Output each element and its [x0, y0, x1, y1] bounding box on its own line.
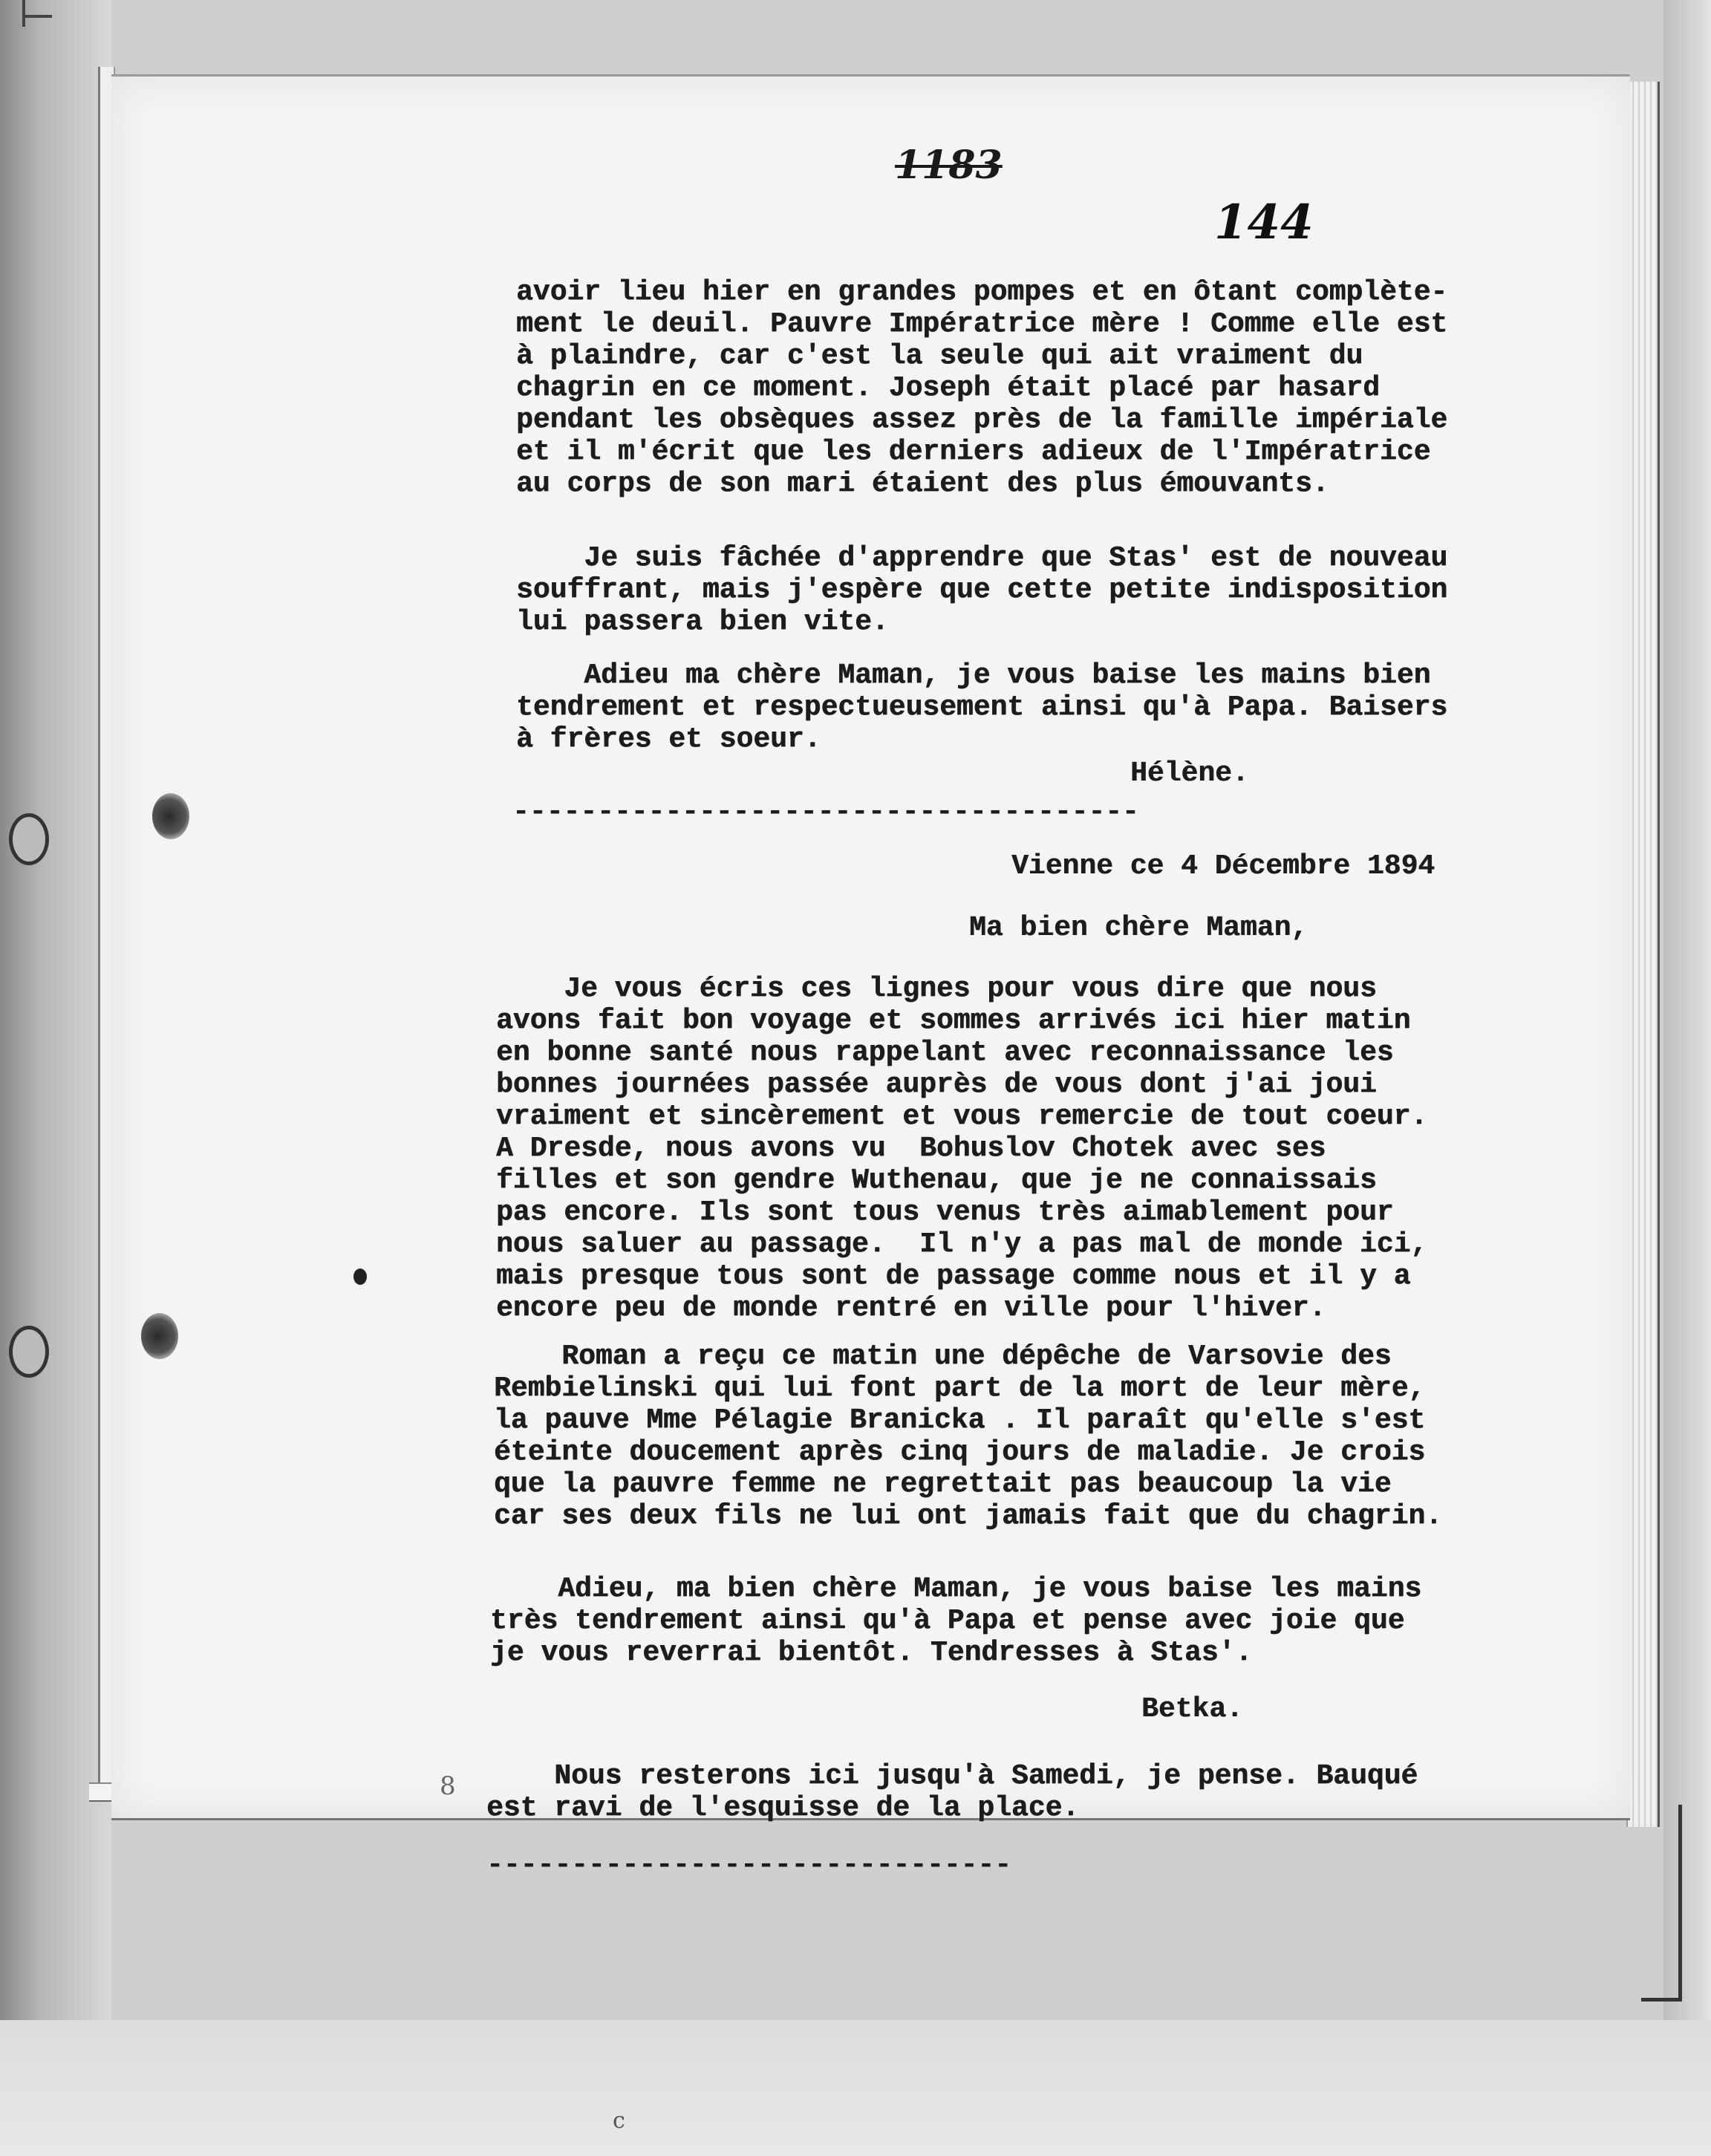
- ink-dot-icon: [353, 1268, 367, 1285]
- page-stack-edge: [1626, 82, 1660, 1827]
- letter1-separator: -------------------------------------: [512, 796, 1139, 828]
- corner-mark-icon: [22, 15, 52, 18]
- scan-backdrop-bottom: [0, 2020, 1711, 2156]
- letter2-date: Vienne ce 4 Décembre 1894: [1011, 850, 1435, 882]
- letter1-paragraph-1: avoir lieu hier en grandes pompes et en ôtant complète- ment le deuil. Pauvre Impératrice mère ! Comme elle est à plaindre, car c'est la seule qui ait vraiment du chagrin en ce moment. Joseph était placé par hasard pendant les obsèques assez près de la famille impériale et il m'écrit que les derniers adieux de l'Impératrice au corps de son mari étaient des plus émouvants.: [516, 276, 1448, 500]
- letter2-postscript: Nous resterons ici jusqu'à Samedi, je pense. Bauqué est ravi de l'esquisse de la place.: [486, 1760, 1418, 1824]
- letter1-signature: Hélène.: [1130, 758, 1249, 789]
- punch-hole-icon: [152, 793, 189, 839]
- scan-backdrop-left: [0, 0, 111, 2156]
- letter1-paragraph-2: Je suis fâchée d'apprendre que Stas' est de nouveau souffrant, mais j'espère que cette petite indisposition lui passera bien vite.: [516, 542, 1448, 638]
- folio-number: 144: [1214, 195, 1314, 250]
- letter2-paragraph-2: Roman a reçu ce matin une dépêche de Varsovie des Rembielinski qui lui font part de la mort de leur mère, la pauve Mme Pélagie Branicka . Il paraît qu'elle s'est éteinte doucement après cinq jours de maladie. Je crois que la pauvre femme ne regrettait pas beaucoup la vie car ses deux fils ne lui ont jamais fait que du chagrin.: [494, 1341, 1443, 1532]
- letter2-paragraph-1: Je vous écris ces lignes pour vous dire que nous avons fait bon voyage et sommes arrivés ici hier matin en bonne santé nous rappelant avec reconnaissance les bonnes journées passée auprès de vous dont j'ai joui vraiment et sincèrement et vous remercie de tout coeur. A Dresde, nous avons vu Bohuslov Chotek avec ses filles et son gendre Wuthenau, que je ne connaissais pas encore. Ils sont tous venus très aimablement pour nous saluer au passage. Il n'y a pas mal de monde ici, mais presque tous sont de passage comme nous et il y a encore peu de monde rentré en ville pour l'hiver.: [496, 973, 1428, 1324]
- crop-corner-mark-icon: [1641, 1805, 1682, 2002]
- corner-mark-icon: [22, 0, 25, 27]
- letter2-salutation: Ma bien chère Maman,: [969, 912, 1308, 944]
- old-folio-number: 1183: [895, 143, 1003, 188]
- punch-hole-icon: [141, 1313, 178, 1359]
- margin-mark: 8: [440, 1771, 456, 1801]
- binder-ring-hole-icon: [9, 813, 49, 865]
- bottom-mark: c: [613, 2108, 625, 2134]
- letter2-paragraph-3: Adieu, ma bien chère Maman, je vous baise les mains très tendrement ainsi qu'à Papa et pense avec joie que je vous reverrai bientôt. Tendresses à Stas'.: [490, 1573, 1422, 1669]
- letter2-signature: Betka.: [1141, 1693, 1243, 1725]
- letter1-paragraph-3: Adieu ma chère Maman, je vous baise les mains bien tendrement et respectueusement ainsi qu'à Papa. Baisers à frères et soeur.: [516, 659, 1448, 755]
- binder-ring-hole-icon: [9, 1326, 49, 1378]
- letter2-separator: -------------------------------: [486, 1849, 1011, 1881]
